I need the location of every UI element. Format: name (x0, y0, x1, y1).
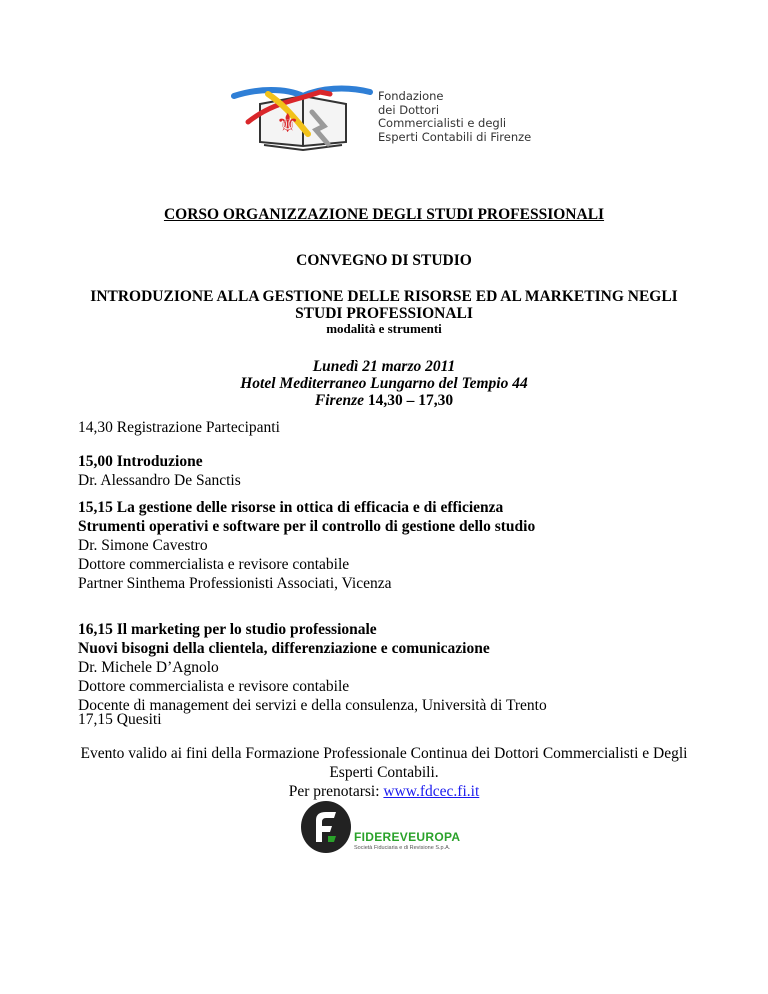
event-venue: Hotel Mediterraneo Lungarno del Tempio 44 (240, 375, 528, 392)
sponsor-tagline: Società Fiduciaria e di Revisione S.p.A. (354, 845, 451, 851)
event-info (0, 358, 768, 409)
program-registration: 14,30 Registrazione Partecipanti (78, 419, 280, 436)
footer-note: Evento valido ai fini della Formazione Professionale Continua dei Dottori Commercialisti e Degli Esperti Contabili. Per prenotarsi: www.fdcec.fi.it (80, 745, 688, 800)
foundation-logo (228, 82, 538, 154)
subtitle: modalità e strumenti (326, 321, 442, 336)
foundation-name: Fondazione dei Dottori Commercialisti e degli Esperti Contabili di Firenze (378, 89, 532, 144)
sponsor-name: FIDEREVEUROPA (354, 830, 461, 844)
foundation-emblem-icon (228, 82, 378, 157)
course-title: CORSO ORGANIZZAZIONE DEGLI STUDI PROFESSIONALI (163, 206, 605, 223)
sponsor-emblem-icon (300, 800, 352, 854)
program-item-intro: 15,00 Introduzione Dr. Alessandro De Sanctis (78, 453, 241, 489)
main-title: INTRODUZIONE ALLA GESTIONE DELLE RISORSE ED AL MARKETING NEGLI STUDI PROFESSIONALI (90, 288, 678, 322)
convegno-heading: CONVEGNO DI STUDIO (296, 252, 472, 269)
sponsor-logo (300, 800, 480, 860)
program-item-resources: 15,15 La gestione delle risorse in ottica di efficacia e di efficienza Strumenti operativi e software per il controllo di gestione dello studio Dr. Simone Cavestro Dottore commercialista e revisore contabile Partner Sinthema Professionisti Associati, Vicenza (78, 499, 536, 592)
program-item-marketing: 16,15 Il marketing per lo studio professionale Nuovi bisogni della clientela, differenziazione e comunicazione Dr. Michele D’Agnolo Dottore commercialista e revisore contabile Docente di management dei servizi e della consulenza, Università di Trento (78, 621, 547, 714)
booking-link[interactable]: www.fdcec.fi.it (383, 783, 480, 800)
event-city-time: Firenze 14,30 – 17,30 (314, 392, 454, 409)
program-questions: 17,15 Quesiti (78, 711, 162, 728)
svg-text:⚜: ⚜ (276, 109, 300, 139)
event-date: Lunedì 21 marzo 2011 (312, 358, 456, 375)
